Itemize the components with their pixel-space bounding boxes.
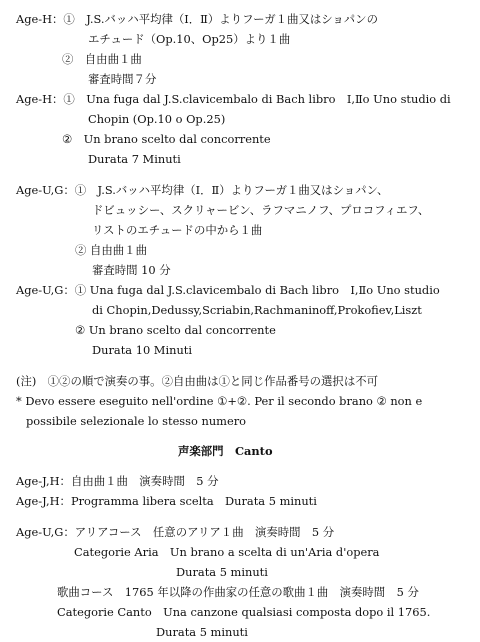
text-line: Age-J,H：Programma libera scelta Durata 5 minuti — [16, 494, 317, 508]
text-line: エチュード（Op.10、Op25）より１曲 — [88, 32, 291, 46]
note-line: (注) ①②の順で演奏の事。②自由曲は①と同じ作品番号の選択は不可 — [16, 374, 378, 388]
text-line: Age-J,H：自由曲１曲 演奏時間 5 分 — [16, 474, 219, 488]
text-line: Durata 7 Minuti — [88, 152, 181, 166]
text-line: Categorie Aria Un brano a scelta di un'Aria d'opera — [74, 545, 380, 559]
text-line: ② Un brano scelto dal concorrente — [75, 323, 276, 337]
text-line: ② Un brano scelto dal concorrente — [62, 132, 271, 146]
text-line: 審査時間７分 — [88, 72, 157, 86]
note-line: possibile selezionale lo stesso numero — [26, 414, 246, 428]
text-line: Categorie Canto Una canzone qualsiasi composta dopo il 1765. — [57, 605, 431, 619]
text-line: リストのエチュードの中から１曲 — [92, 223, 263, 237]
text-line: Age-H：① J.S.バッハ平均律（Ⅰ．Ⅱ）よりフーガ１曲又はショパンの — [16, 12, 378, 26]
text-line: Age-U,G：① Una fuga dal J.S.clavicembalo di Bach libro Ⅰ,Ⅱo Uno studio — [16, 283, 440, 297]
text-line: di Chopin,Dedussy,Scriabin,Rachmaninoff,Prokofiev,Liszt — [92, 303, 422, 317]
text-line: ② 自由曲１曲 — [62, 52, 142, 66]
note-line: * Devo essere eseguito nell'ordine ①+②. Per il secondo brano ② non e — [16, 394, 423, 408]
text-line: ② 自由曲１曲 — [75, 243, 147, 257]
text-line: Chopin (Op.10 o Op.25) — [88, 112, 226, 126]
section-title: 声楽部門 Canto — [178, 444, 273, 458]
text-line: Durata 5 minuti — [176, 565, 268, 579]
text-line: Durata 5 minuti — [156, 625, 248, 639]
text-line: Age-U,G：① J.S.バッハ平均律（Ⅰ．Ⅱ）よりフーガ１曲又はショパン、 — [16, 183, 389, 197]
text-line: ドビュッシー、スクリャービン、ラフマニノフ、プロコフィエフ、 — [92, 203, 430, 217]
text-line: Durata 10 Minuti — [92, 343, 193, 357]
text-line: 審査時間 10 分 — [92, 263, 171, 277]
text-line: 歌曲コース 1765 年以降の作曲家の任意の歌曲１曲 演奏時間 5 分 — [57, 585, 419, 599]
text-line: Age-U,G：アリアコース 任意のアリア１曲 演奏時間 5 分 — [16, 525, 335, 539]
text-line: Age-H：① Una fuga dal J.S.clavicembalo di Bach libro Ⅰ,Ⅱo Uno studio di — [16, 92, 451, 106]
